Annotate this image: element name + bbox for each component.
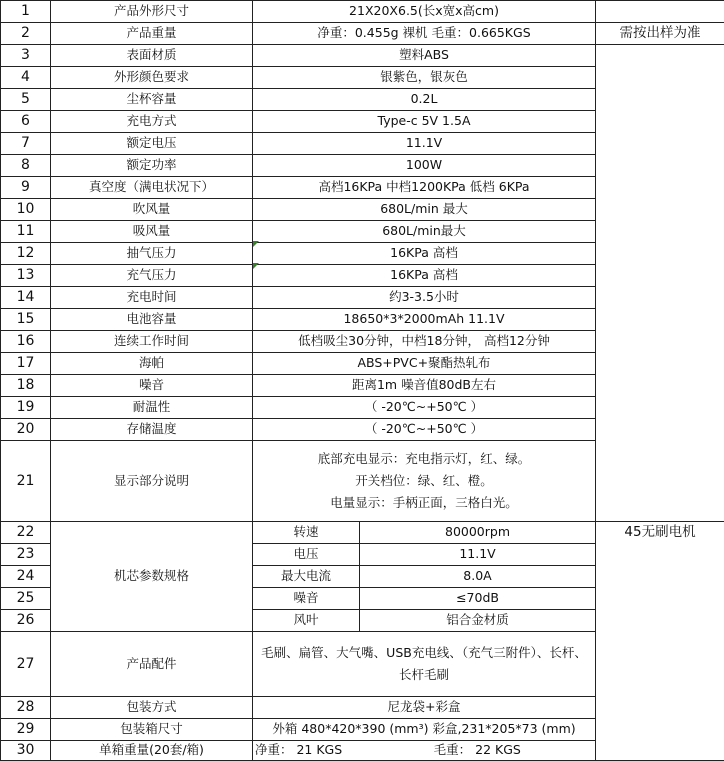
table-row [1, 719, 724, 741]
table-row [1, 23, 724, 45]
row-value: 16KPa 高档 [253, 243, 596, 265]
row-label: 吸风量 [51, 221, 253, 243]
row-label: 电池容量 [51, 309, 253, 331]
row-number: 9 [1, 177, 51, 199]
row-number: 13 [1, 265, 51, 287]
row-note-blank [596, 309, 724, 331]
row-note-blank [596, 353, 724, 375]
row-number: 10 [1, 199, 51, 221]
row-label: 吹风量 [51, 199, 253, 221]
table-row [1, 199, 724, 221]
row-number: 12 [1, 243, 51, 265]
accessories-value: 毛刷、扁管、大气嘴、USB充电线、（充气三附件）、长杆、长杆毛刷 [253, 632, 596, 697]
row-note-blank [596, 566, 724, 588]
row-number: 24 [1, 566, 51, 588]
row-number: 1 [1, 1, 51, 23]
row-label: 显示部分说明 [51, 441, 253, 522]
gross-weight: 毛重： 22 KGS [360, 741, 596, 761]
table-row [1, 221, 724, 243]
row-value: 银紫色，银灰色 [253, 67, 596, 89]
comment-marker [253, 263, 259, 269]
row-value: 外箱 480*420*390 (mm³) 彩盒,231*205*73 (mm) [253, 719, 596, 741]
row-note-blank [596, 331, 724, 353]
row-label: 尘杯容量 [51, 89, 253, 111]
table-row [1, 522, 724, 544]
row-note: 需按出样为准 [596, 23, 724, 45]
row-note-blank [596, 133, 724, 155]
row-value: 0.2L [253, 89, 596, 111]
table-row [1, 177, 724, 199]
row-number: 8 [1, 155, 51, 177]
row-label: 包装方式 [51, 697, 253, 719]
row-value: 距离1m 噪音值80dB左右 [253, 375, 596, 397]
row-number: 2 [1, 23, 51, 45]
row-label: 包装箱尺寸 [51, 719, 253, 741]
table-row [1, 265, 724, 287]
row-note-blank [596, 441, 724, 522]
row-number: 11 [1, 221, 51, 243]
row-value: 约3-3.5小时 [253, 287, 596, 309]
row-note-blank [596, 588, 724, 610]
row-value: 净重：0.455g 裸机 毛重：0.665KGS [253, 23, 596, 45]
row-label: 产品外形尺寸 [51, 1, 253, 23]
table-row [1, 45, 724, 67]
row-note-blank [596, 287, 724, 309]
row-value: 680L/min最大 [253, 221, 596, 243]
row-number: 3 [1, 45, 51, 67]
row-number: 28 [1, 697, 51, 719]
row-number: 21 [1, 441, 51, 522]
row-note-blank [596, 741, 724, 761]
row-value: （ -20℃~+50℃ ） [253, 419, 596, 441]
row-label: 产品配件 [51, 632, 253, 697]
comment-marker [253, 241, 259, 247]
row-note-blank [596, 243, 724, 265]
row-value: 21X20X6.5(长x宽x高cm) [253, 1, 596, 23]
table-row [1, 287, 724, 309]
row-note-blank [596, 610, 724, 632]
row-number: 5 [1, 89, 51, 111]
row-note-blank [596, 632, 724, 697]
row-number: 15 [1, 309, 51, 331]
table-row [1, 67, 724, 89]
row-number: 25 [1, 588, 51, 610]
motor-param-value: 11.1V [360, 544, 596, 566]
row-number: 29 [1, 719, 51, 741]
row-value: 11.1V [253, 133, 596, 155]
row-label: 充电方式 [51, 111, 253, 133]
row-value: 18650*3*2000mAh 11.1V [253, 309, 596, 331]
row-label: 耐温性 [51, 397, 253, 419]
row-number: 6 [1, 111, 51, 133]
table-row [1, 697, 724, 719]
row-number: 4 [1, 67, 51, 89]
table-row [1, 1, 724, 23]
row-label: 连续工作时间 [51, 331, 253, 353]
motor-param-value: 铝合金材质 [360, 610, 596, 632]
row-number: 17 [1, 353, 51, 375]
table-row [1, 243, 724, 265]
row-number: 22 [1, 522, 51, 544]
row-note-blank [596, 1, 724, 23]
net-weight: 净重： 21 KGS [253, 741, 360, 761]
table-row [1, 353, 724, 375]
row-note-blank [596, 544, 724, 566]
display-line: 开关档位：绿、红、橙。 [255, 470, 593, 492]
row-label: 充电时间 [51, 287, 253, 309]
table-row [1, 741, 724, 761]
motor-group-label: 机芯参数规格 [51, 522, 253, 632]
display-line: 电量显示：手柄正面，三格白光。 [255, 492, 593, 514]
row-label: 额定电压 [51, 133, 253, 155]
row-note-blank [596, 155, 724, 177]
row-number: 18 [1, 375, 51, 397]
row-number: 30 [1, 741, 51, 761]
row-note-blank [596, 719, 724, 741]
table-row [1, 375, 724, 397]
row-value: 16KPa 高档 [253, 265, 596, 287]
row-note-blank [596, 697, 724, 719]
row-number: 19 [1, 397, 51, 419]
motor-note: 45无刷电机 [596, 522, 724, 544]
row-label: 充气压力 [51, 265, 253, 287]
row-label: 外形颜色要求 [51, 67, 253, 89]
row-label: 抽气压力 [51, 243, 253, 265]
table-row [1, 419, 724, 441]
row-note-blank [596, 419, 724, 441]
display-line: 底部充电显示：充电指示灯，红、绿。 [255, 448, 593, 470]
row-value: 高档16KPa 中档1200KPa 低档 6KPa [253, 177, 596, 199]
row-value: 680L/min 最大 [253, 199, 596, 221]
row-value: 塑料ABS [253, 45, 596, 67]
motor-param-value: ≤70dB [360, 588, 596, 610]
table-row [1, 111, 724, 133]
row-number: 23 [1, 544, 51, 566]
row-value: 100W [253, 155, 596, 177]
table-row [1, 441, 724, 522]
row-value: 尼龙袋+彩盒 [253, 697, 596, 719]
row-note-blank [596, 397, 724, 419]
motor-param-name: 风叶 [253, 610, 360, 632]
row-note-blank [596, 177, 724, 199]
motor-param-name: 最大电流 [253, 566, 360, 588]
row-note-blank [596, 199, 724, 221]
row-number: 14 [1, 287, 51, 309]
row-note-blank [596, 375, 724, 397]
table-row [1, 309, 724, 331]
row-label: 海帕 [51, 353, 253, 375]
row-label: 单箱重量(20套/箱) [51, 741, 253, 761]
row-note-blank [596, 89, 724, 111]
row-label: 表面材质 [51, 45, 253, 67]
row-note-blank [596, 67, 724, 89]
motor-param-name: 电压 [253, 544, 360, 566]
row-note-blank [596, 221, 724, 243]
table-row [1, 632, 724, 697]
row-label: 产品重量 [51, 23, 253, 45]
row-note-blank [596, 111, 724, 133]
motor-param-name: 转速 [253, 522, 360, 544]
row-number: 7 [1, 133, 51, 155]
row-note-blank [596, 45, 724, 67]
row-value: Type-c 5V 1.5A [253, 111, 596, 133]
row-value: 低档吸尘30分钟，中档18分钟， 高档12分钟 [253, 331, 596, 353]
row-number: 27 [1, 632, 51, 697]
row-number: 26 [1, 610, 51, 632]
table-row [1, 155, 724, 177]
motor-param-name: 噪音 [253, 588, 360, 610]
row-note-blank [596, 265, 724, 287]
row-value: ABS+PVC+聚酯热轧布 [253, 353, 596, 375]
table-row [1, 89, 724, 111]
table-row [1, 331, 724, 353]
row-value: （ -20℃~+50℃ ） [253, 397, 596, 419]
motor-param-value: 80000rpm [360, 522, 596, 544]
table-row [1, 133, 724, 155]
row-label: 噪音 [51, 375, 253, 397]
display-description [253, 441, 596, 522]
row-label: 存储温度 [51, 419, 253, 441]
table-row [1, 397, 724, 419]
motor-param-value: 8.0A [360, 566, 596, 588]
row-number: 20 [1, 419, 51, 441]
row-label: 额定功率 [51, 155, 253, 177]
row-label: 真空度（满电状况下） [51, 177, 253, 199]
row-number: 16 [1, 331, 51, 353]
